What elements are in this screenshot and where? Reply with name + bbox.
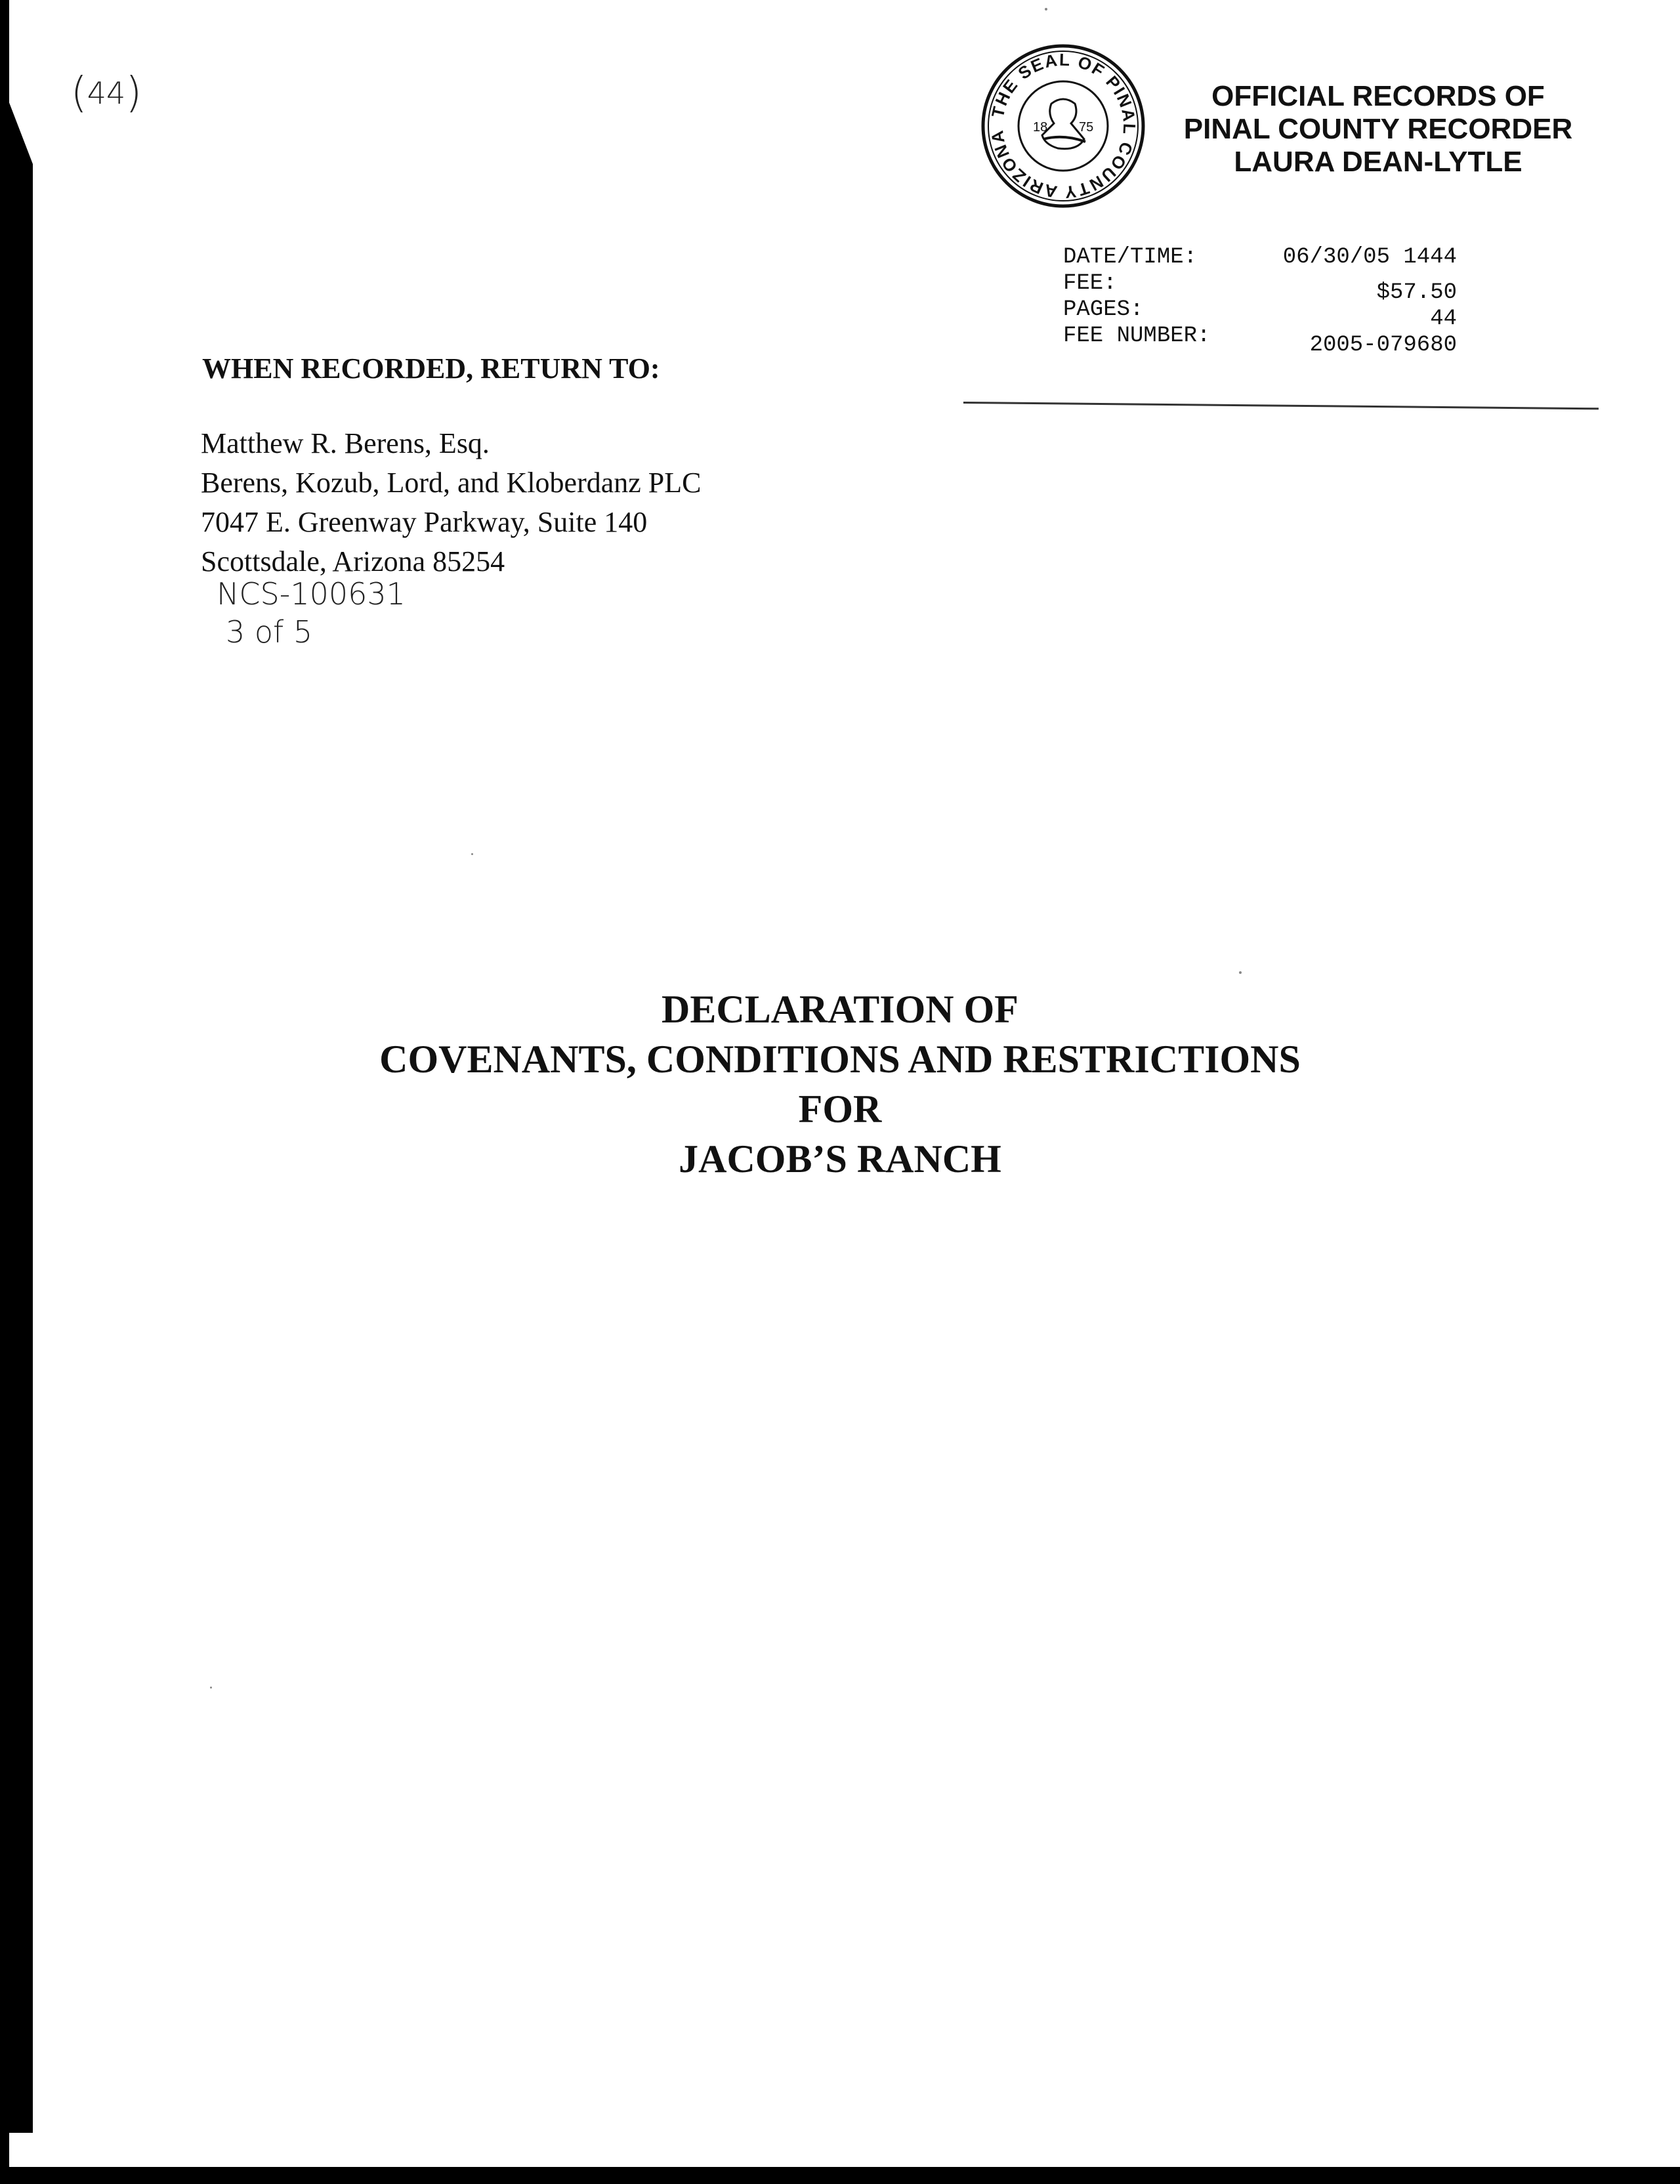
- stamp-row-pages: [1063, 297, 1457, 331]
- pages-value: 44: [1430, 306, 1457, 331]
- scan-speck: [1045, 8, 1047, 10]
- recorder-line-3: LAURA DEAN-LYTLE: [1234, 146, 1522, 178]
- recording-stamp: [1063, 244, 1457, 358]
- address-line-name: Matthew R. Berens, Esq.: [201, 427, 490, 459]
- scan-speck: [210, 1687, 212, 1689]
- fee-number-value: 2005-079680: [1309, 333, 1457, 358]
- scan-speck: [1239, 971, 1242, 974]
- fee-value: $57.50: [1376, 280, 1457, 305]
- seal-ring-text: THE SEAL OF PINAL COUNTY ARIZONA: [986, 49, 1140, 203]
- seal-emblem: [1042, 99, 1084, 149]
- return-address: [201, 424, 701, 581]
- stamp-row-fee: [1063, 270, 1457, 305]
- handwritten-page-count: ( 44 ): [70, 69, 142, 117]
- seal-year-left: 18: [1033, 120, 1048, 135]
- page-count-value: 44: [87, 75, 126, 111]
- fee-label: FEE:: [1063, 271, 1117, 296]
- svg-text:THE SEAL OF PINAL COUNTY ARIZO: [987, 50, 1139, 203]
- stamp-divider-line: [963, 402, 1599, 410]
- address-line-city: Scottsdale, Arizona 85254: [201, 545, 505, 578]
- title-line-4: JACOB’S RANCH: [679, 1137, 1001, 1181]
- title-line-2: COVENANTS, CONDITIONS AND RESTRICTIONS: [379, 1038, 1301, 1081]
- date-time-value: 06/30/05 1444: [1282, 245, 1457, 270]
- copy-note: 3 of 5: [226, 614, 313, 650]
- return-to-heading: WHEN RECORDED, RETURN TO:: [202, 352, 660, 385]
- address-line-firm: Berens, Kozub, Lord, and Kloberdanz PLC: [201, 467, 702, 499]
- pages-label: PAGES:: [1063, 297, 1144, 322]
- escrow-number: NCS-100631: [217, 576, 406, 612]
- title-line-1: DECLARATION OF: [662, 988, 1018, 1031]
- title-line-3: FOR: [798, 1087, 882, 1131]
- date-time-label: DATE/TIME:: [1063, 245, 1198, 270]
- stamp-row-fee-number: [1063, 323, 1457, 358]
- recorder-line-2: PINAL COUNTY RECORDER: [1183, 113, 1573, 145]
- document-title: [0, 984, 1680, 1184]
- handwritten-escrow-note: [217, 575, 406, 651]
- county-seal: [978, 41, 1148, 211]
- address-line-street: 7047 E. Greenway Parkway, Suite 140: [201, 506, 648, 538]
- fee-number-label: FEE NUMBER:: [1063, 324, 1211, 348]
- recorder-heading: [1168, 80, 1588, 178]
- scan-edge-bottom: [0, 2167, 1680, 2184]
- recorder-line-1: OFFICIAL RECORDS OF: [1211, 80, 1545, 112]
- scan-speck: [471, 853, 473, 855]
- stamp-row-date-time: [1063, 244, 1457, 270]
- seal-year-right: 75: [1079, 120, 1094, 135]
